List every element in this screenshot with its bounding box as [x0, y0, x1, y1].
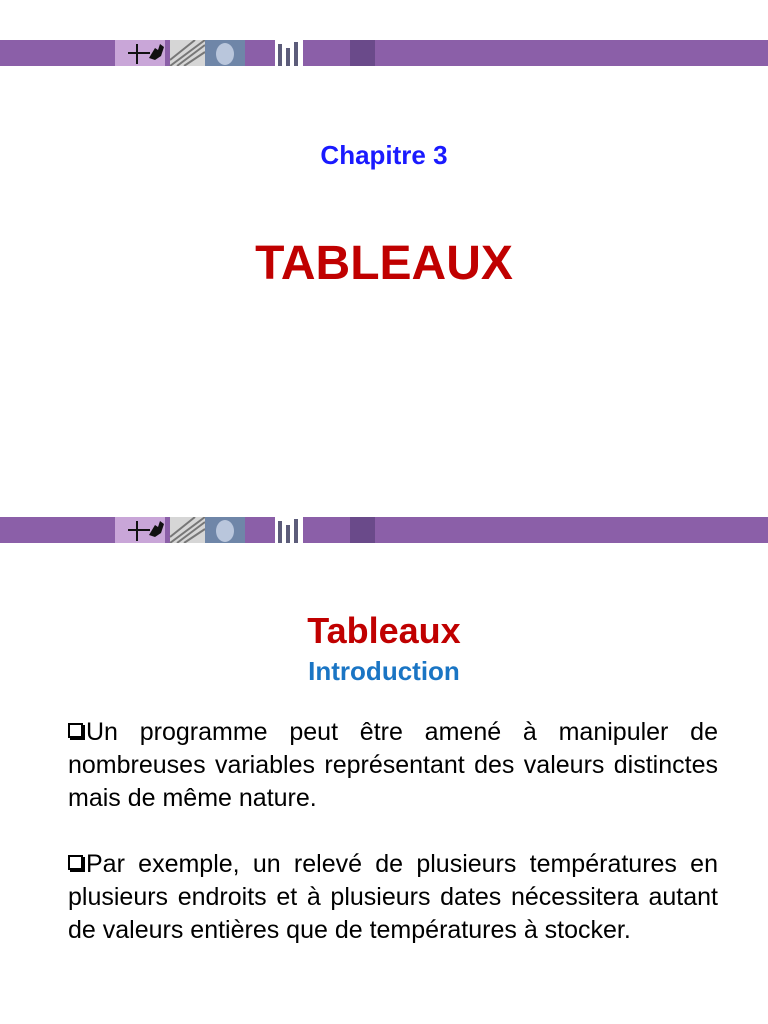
paragraph-text: Un programme peut être amené à manipuler de nombreuses variables représentant des valeurs distinctes mais de même nature. — [68, 718, 718, 812]
checkbox-bullet-icon — [68, 723, 83, 738]
slide-2 — [0, 517, 768, 1024]
section-subtitle: Introduction — [308, 656, 460, 686]
header-banner — [0, 517, 768, 543]
header-banner — [0, 40, 768, 66]
banner-collage-icon — [115, 40, 385, 66]
paragraph-text: Par exemple, un relevé de plusieurs températures en plusieurs endroits et à plusieurs dates nécessitera autant de valeurs entières que de températures à stocker. — [68, 850, 718, 944]
slide-title: TABLEAUX — [255, 237, 513, 290]
paragraph-2 — [68, 848, 718, 947]
banner-collage-icon — [115, 517, 385, 543]
section-title: Tableaux — [307, 610, 461, 651]
checkbox-bullet-icon — [68, 855, 83, 870]
chapter-label: Chapitre 3 — [320, 140, 448, 170]
paragraph-1 — [68, 716, 718, 815]
